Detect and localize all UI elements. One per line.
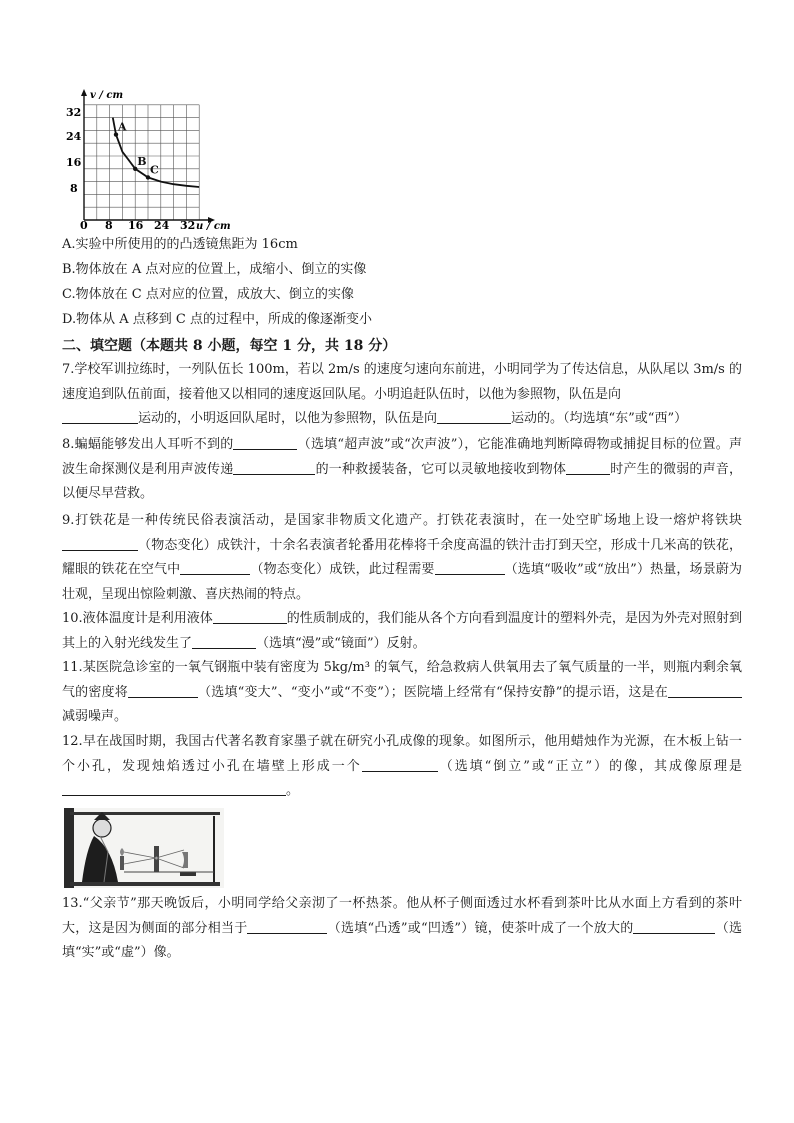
point-label: A [118,120,127,134]
question-text: 11.某医院急诊室的一氧气钢瓶中装有密度为 5kg/m³ 的氧气，给急救病人供氧用去了氧气质量的一半，则瓶内剩余氧气的密度将 [62,660,742,700]
left-wall [64,808,74,888]
answer-blank[interactable] [128,683,198,698]
figure-head [93,819,111,837]
answer-blank[interactable] [192,634,256,649]
graph-points [114,121,159,180]
question-text: （选填“倒立”或“正立”）的像，其成像原理是 [437,758,742,774]
y-axis-label: v / cm [90,90,124,101]
answer-blank[interactable] [633,919,715,934]
mozi-pinhole-illustration [64,808,224,888]
floor-line [70,882,220,886]
question-text: （选填“凸透”或“凹透”）镜，使茶叶成了一个放大的 [327,920,634,936]
answer-blank[interactable] [247,919,327,934]
question-text: （选填“漫”或“镜面”）反射。 [256,635,426,651]
question-text: 12.早在战国时期，我国古代著名教育家墨子就在研究小孔成像的现象。如图所示，他用蜡烛作为光源，在木板上钻一个小孔，发现烛焰透过小孔在墙壁上形成一个 [62,734,742,774]
question-11 [62,656,742,730]
question-text: （选填“超声波”或“次声波”），它能准确地判断障碍物或捕捉目标的位置。声波生命探测仪是利用声波传递 [62,437,743,477]
question-text: 8.蝙蝠能够发出人耳听不到的 [62,437,234,452]
answer-blank[interactable] [362,757,438,772]
question-text: 7.学校军训拉练时，一列队伍长 100m，若以 2m/s 的速度匀速向东前进，小明同学为了传达信息，从队尾以 3m/s 的速度追到队伍前面，接着他又以相同的速度返回队尾。小明追赶队伍时，以他为参照物，队伍是向 [62,362,742,402]
option-b: B.物体放在 A 点对应的位置上，成缩小、倒立的实像 [62,262,367,277]
y-tick-label: 32 [66,106,82,119]
x-tick-label: 32 [180,219,196,232]
lens-image-distance-graph [62,86,242,232]
question-text: （物态变化）成铁，此过程需要 [250,562,435,577]
question-text: （选填“变大”、“变小”或“不变”）；医院墙上经常有“保持安静”的提示语，这是在 [197,684,668,700]
question-text: （选填“实”或“虚”）像。 [62,920,742,960]
mozi-pinhole-svg [64,808,224,888]
question-text: 9.打铁花是一种传统民俗表演活动，是国家非物质文化遗产。打铁花表演时，在一处空旷场地上设一熔炉将铁块 [62,513,742,528]
question-10 [62,607,742,656]
answer-blank[interactable] [180,560,250,575]
section-heading: 二、填空题（本题共 8 小题，每空 1 分，共 18 分） [62,338,397,354]
question-text: 运动的。（均选填“东”或“西”） [511,411,688,426]
x-tick-label: 8 [105,219,113,232]
answer-blank[interactable] [566,460,610,475]
x-tick-label: 24 [154,219,170,232]
question-text: 的性质制成的，我们能从各个方向看到温度计的塑料外壳，是因为外壳对照射到其上的入射光线发生了 [62,611,742,651]
question-text: 10.液体温度计是利用液体 [62,611,213,626]
y-tick-label: 16 [66,156,82,169]
graph-svg [62,86,242,232]
question-text: 13.“父亲节”那天晚饭后，小明同学给父亲沏了一杯热茶。他从杯子侧面透过水杯看到茶叶比从水面上方看到的茶叶大，这是因为侧面的部分相当于 [62,896,742,936]
answer-blank[interactable] [668,683,742,698]
answer-blank[interactable] [62,536,138,551]
y-tick-label: 8 [70,182,78,195]
question-9 [62,509,742,607]
question-text: 。 [286,783,300,798]
x-tick-label: 0 [80,219,88,232]
answer-blank[interactable] [62,409,138,424]
x-axis-label: u / cm [196,221,231,232]
x-tick-label: 16 [128,219,144,232]
question-7 [62,358,742,432]
image-stand [180,872,196,876]
question-text: 的一种救援装备，它可以灵敏地接收到物体 [315,461,567,477]
y-axis-arrow [81,89,87,96]
answer-blank[interactable] [213,609,287,624]
question-8 [62,433,742,507]
question-12 [62,730,742,804]
option-c: C.物体放在 C 点对应的位置，成放大、倒立的实像 [62,287,354,302]
answer-blank[interactable] [233,435,297,450]
option-a: A.实验中所使用的的凸透镜焦距为 16cm [62,237,298,252]
ceiling-beam [70,812,220,815]
candle [120,856,124,870]
point-label: C [150,163,159,177]
question-text: 时产生的微弱的声音，以便尽早营救。 [62,461,742,501]
question-text: （选填“吸收”或“放出”）热量，场景蔚为壮观，呈现出惊险刺激、喜庆热闹的特点。 [62,562,742,602]
question-13 [62,892,742,966]
question-text: （物态变化）成铁汁，十余名表演者轮番用花棒将千余度高温的铁汁击打到天空，形成十几米高的铁花，耀眼的铁花在空气中 [62,537,742,577]
y-tick-label: 24 [66,130,82,143]
question-text: 运动的，小明返回队尾时，以他为参照物，队伍是向 [138,411,438,426]
answer-blank[interactable] [62,781,286,796]
answer-blank[interactable] [437,409,511,424]
option-d: D.物体从 A 点移到 C 点的过程中，所成的像逐渐变小 [62,312,372,327]
question-text: 减弱噪声。 [62,709,128,724]
answer-blank[interactable] [233,460,315,475]
point-label: B [137,154,147,168]
answer-blank[interactable] [435,560,505,575]
